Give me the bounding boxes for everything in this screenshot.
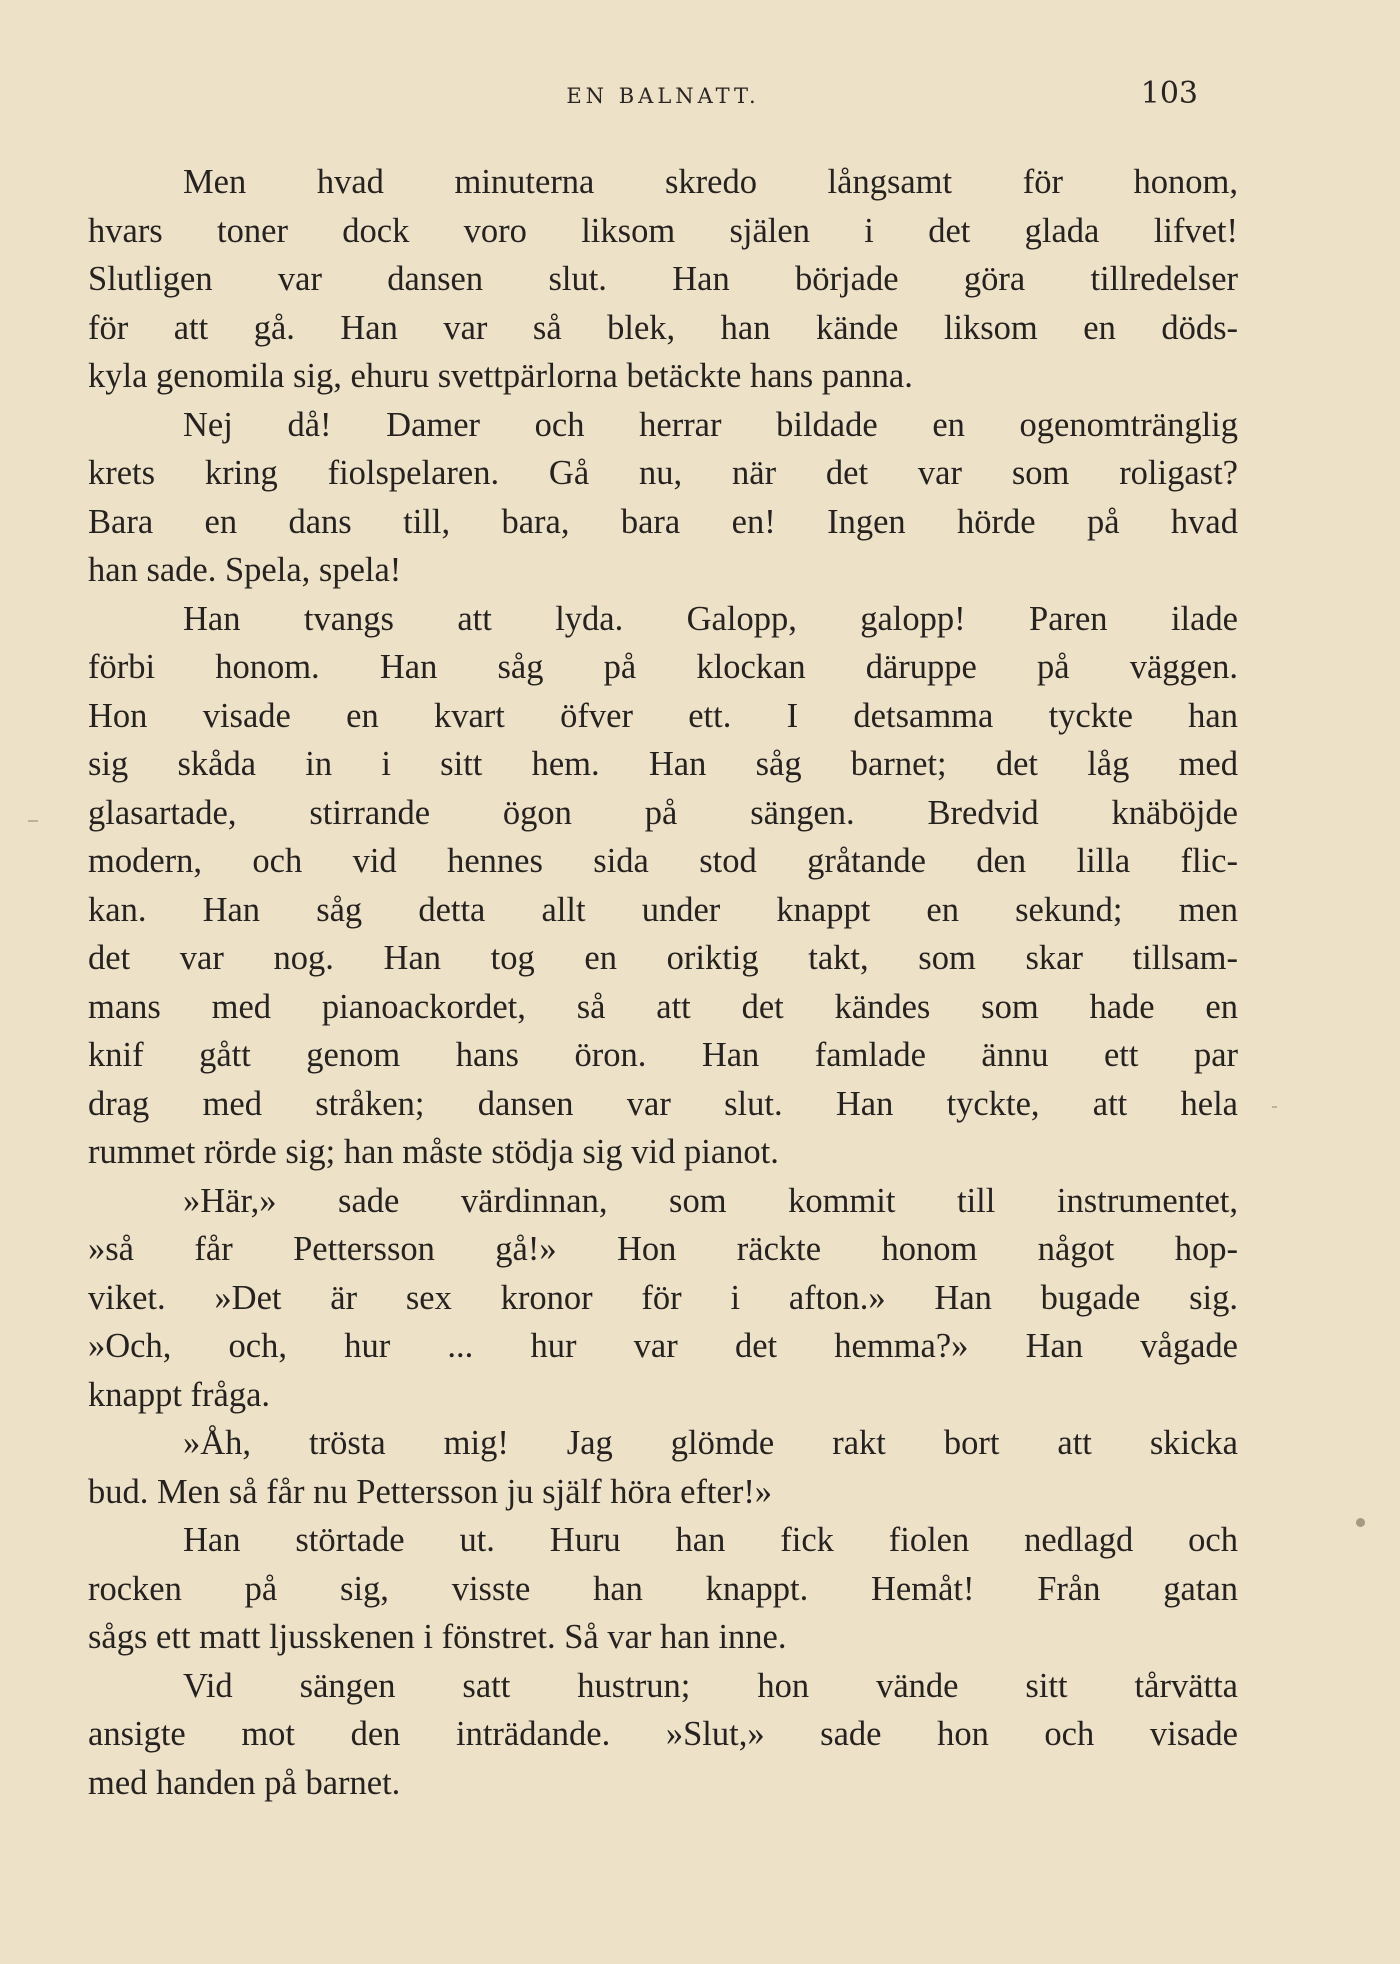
text-line: Hon visade en kvart öfver ett. I detsamma tyckte han bbox=[88, 696, 1238, 735]
text-line: bud. Men så får nu Pettersson ju själf höra efter!» bbox=[88, 1472, 773, 1511]
running-head bbox=[88, 76, 1238, 116]
text-line: Han störtade ut. Huru han fick fiolen nedlagd och bbox=[183, 1521, 1238, 1559]
text-line: det var nog. Han tog en oriktig takt, som skar tillsam- bbox=[88, 939, 1238, 977]
running-head-title: EN BALNATT. bbox=[566, 84, 760, 108]
paper-speck bbox=[1272, 1106, 1277, 1108]
paper-speck bbox=[1356, 1518, 1365, 1527]
text-line: Vid sängen satt hustrun; hon vände sitt tårvätta bbox=[183, 1666, 1238, 1705]
text-line: ansigte mot den inträdande. »Slut,» sade hon och visade bbox=[88, 1715, 1238, 1753]
text-line: glasartade, stirrande ögon på sängen. Bredvid knäböjde bbox=[88, 793, 1238, 832]
text-line: rummet rörde sig; han måste stödja sig vid pianot. bbox=[88, 1133, 779, 1171]
text-line: rocken på sig, visste han knappt. Hemåt! Från gatan bbox=[88, 1569, 1238, 1608]
text-line: sågs ett matt ljusskenen i fönstret. Så var han inne. bbox=[88, 1618, 787, 1656]
text-line: »Och, och, hur ... hur var det hemma?» Han vågade bbox=[88, 1327, 1238, 1365]
text-line: han sade. Spela, spela! bbox=[88, 551, 402, 589]
text-line: för att gå. Han var så blek, han kände liksom en döds- bbox=[88, 308, 1238, 347]
text-line: drag med stråken; dansen var slut. Han tyckte, att hela bbox=[88, 1084, 1238, 1123]
text-line: kan. Han såg detta allt under knappt en sekund; men bbox=[88, 890, 1238, 929]
text-line: »så får Pettersson gå!» Hon räckte honom något hop- bbox=[88, 1230, 1238, 1268]
text-line: viket. »Det är sex kronor för i afton.» Han bugade sig. bbox=[88, 1278, 1238, 1317]
page-number: 103 bbox=[1140, 76, 1198, 111]
text-line: med handen på barnet. bbox=[88, 1763, 401, 1802]
text-line: »Här,» sade värdinnan, som kommit till instrumentet, bbox=[183, 1181, 1238, 1220]
text-line: Men hvad minuterna skredo långsamt för honom, bbox=[183, 163, 1238, 201]
paper-speck bbox=[28, 820, 38, 822]
text-line: kyla genomila sig, ehuru svettpärlorna betäckte hans panna. bbox=[88, 357, 913, 395]
body-text bbox=[88, 158, 1238, 1807]
text-line: Nej då! Damer och herrar bildade en ogenomtränglig bbox=[183, 405, 1238, 444]
text-line: hvars toner dock voro liksom själen i det glada lifvet! bbox=[88, 211, 1238, 250]
text-line: förbi honom. Han såg på klockan däruppe på väggen. bbox=[88, 648, 1238, 686]
text-line: modern, och vid hennes sida stod gråtande den lilla flic- bbox=[88, 842, 1238, 880]
text-line: knif gått genom hans öron. Han famlade ännu ett par bbox=[88, 1036, 1238, 1074]
text-line: »Åh, trösta mig! Jag glömde rakt bort att skicka bbox=[183, 1424, 1238, 1462]
text-line: mans med pianoackordet, så att det kändes som hade en bbox=[88, 987, 1238, 1026]
text-line: krets kring fiolspelaren. Gå nu, när det var som roligast? bbox=[88, 454, 1238, 492]
text-line: Han tvangs att lyda. Galopp, galopp! Paren ilade bbox=[183, 599, 1238, 638]
text-line: sig skåda in i sitt hem. Han såg barnet; det låg med bbox=[88, 745, 1238, 783]
text-line: Slutligen var dansen slut. Han började göra tillredelser bbox=[88, 260, 1238, 298]
text-line: knappt fråga. bbox=[88, 1375, 271, 1414]
text-line: Bara en dans till, bara, bara en! Ingen hörde på hvad bbox=[88, 502, 1238, 541]
